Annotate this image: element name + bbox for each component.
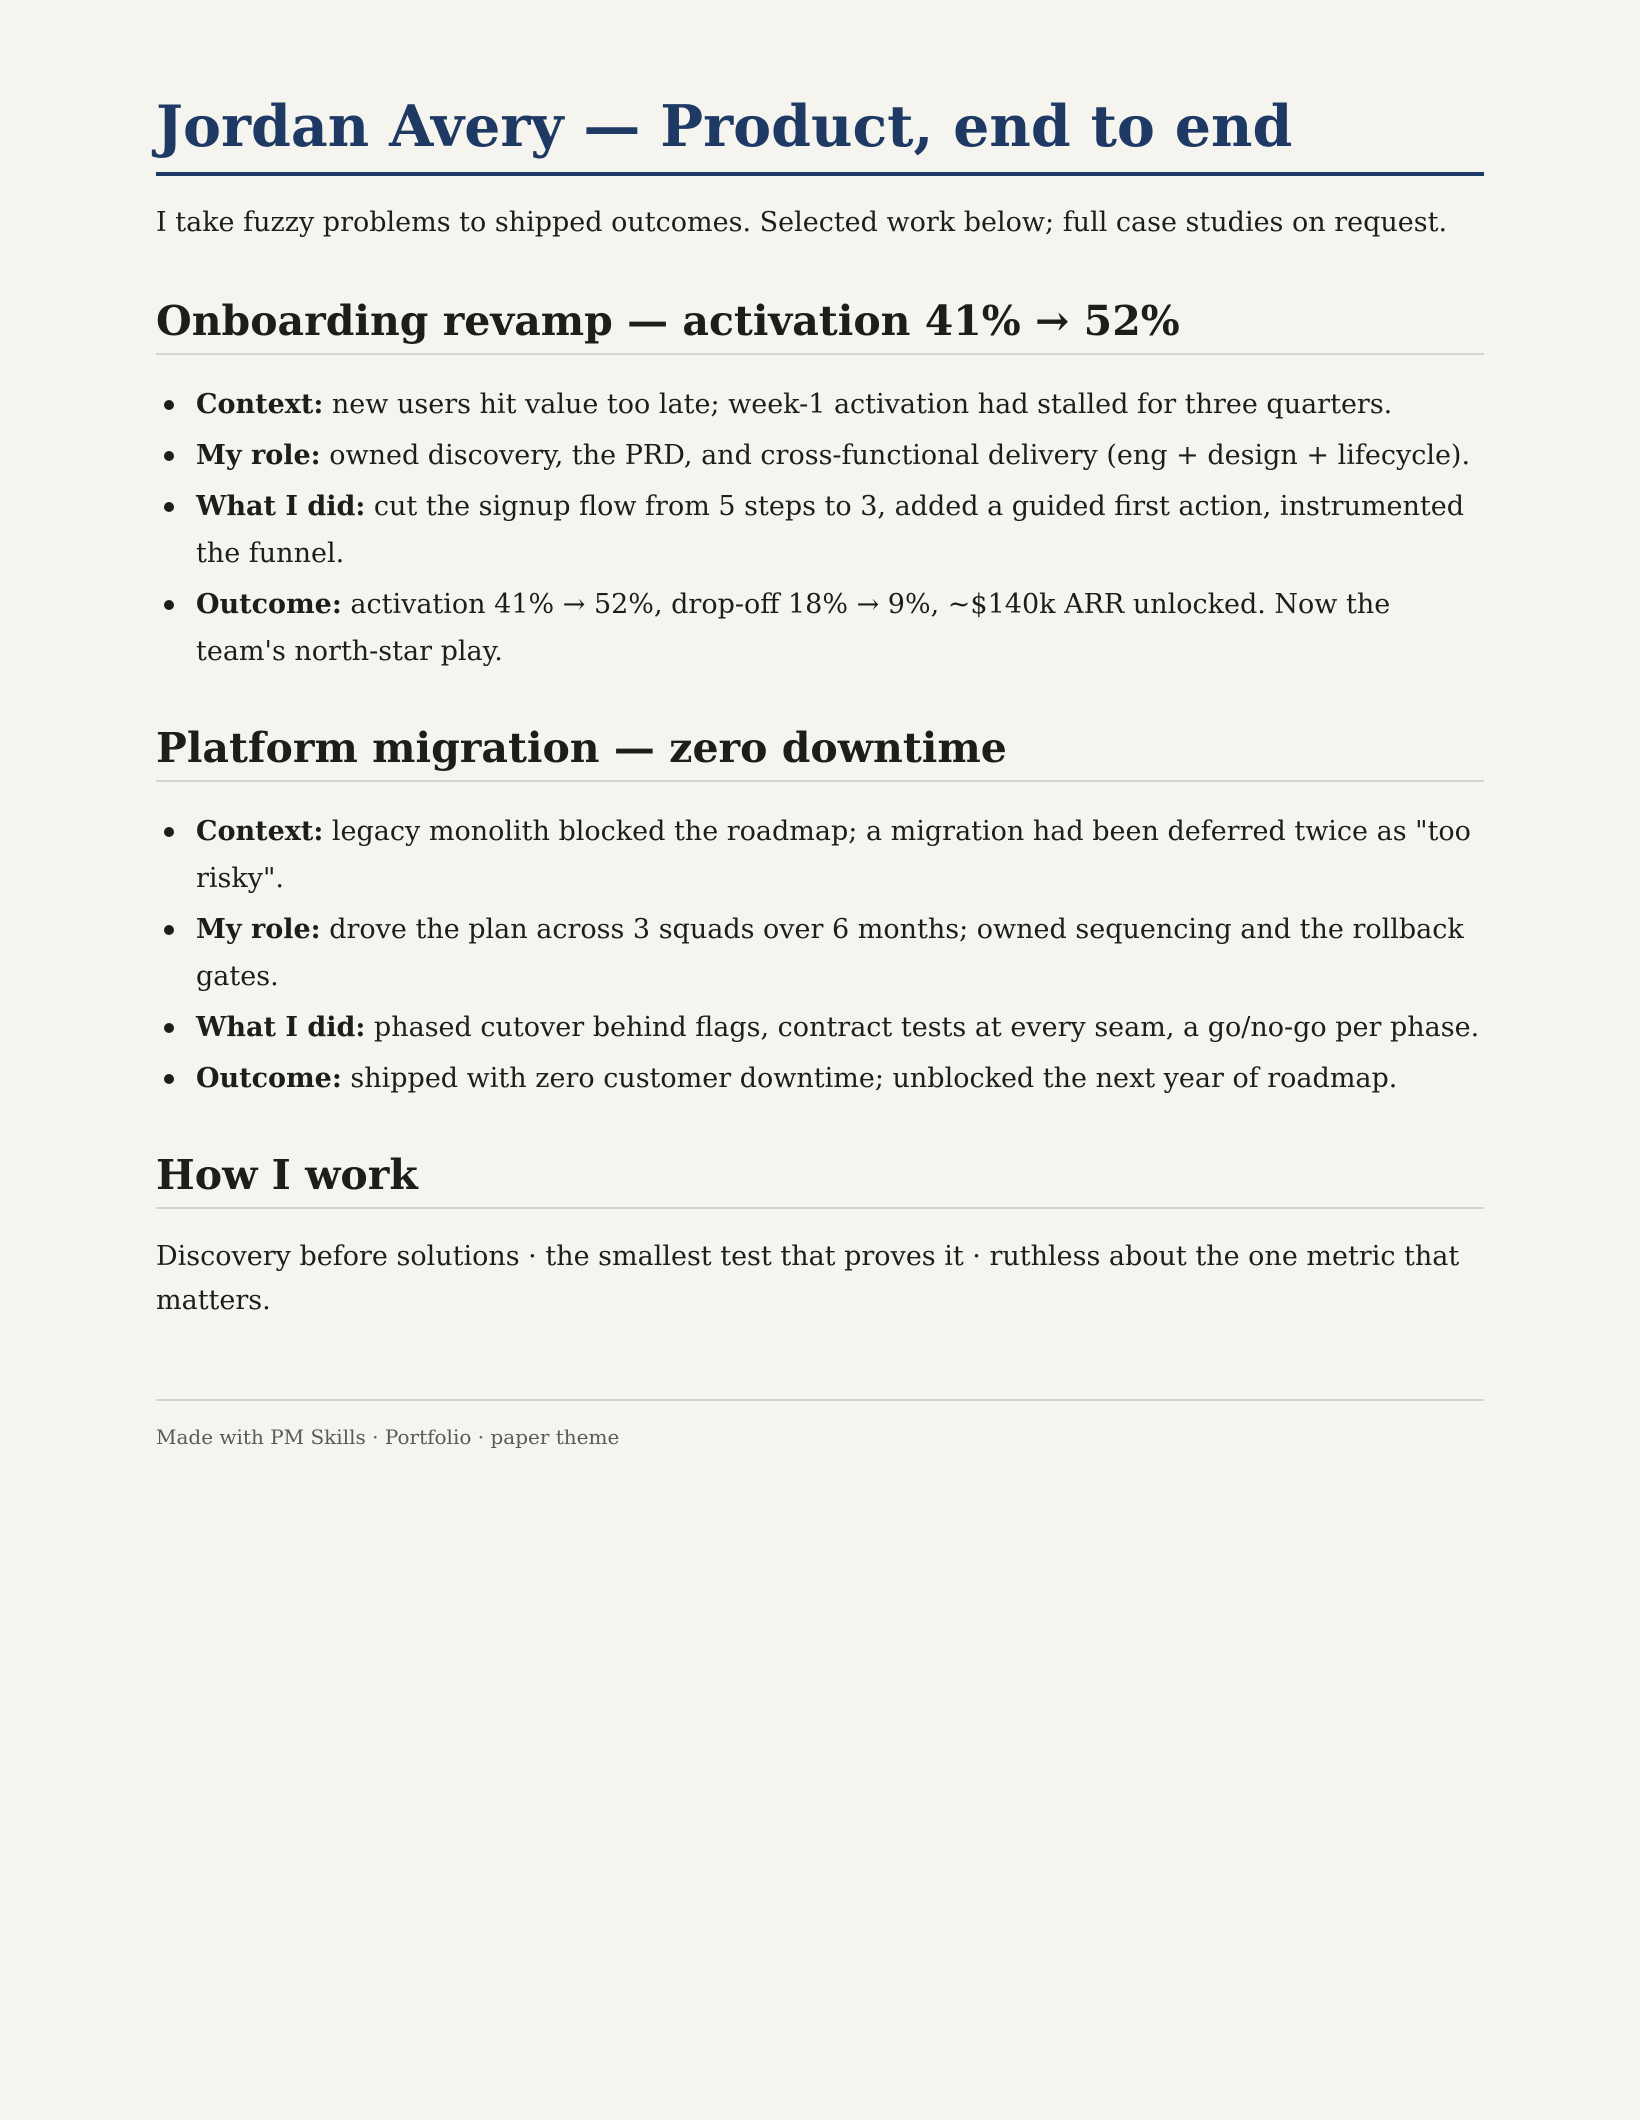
item-text: phased cutover behind flags, contract tests at every seam, a go/no-go per phase. [365,1012,1480,1043]
item-text: new users hit value too late; week-1 activation had stalled for three quarters. [323,389,1393,420]
section-onboarding [156,289,1484,675]
section-heading: Onboarding revamp — activation 41% → 52% [156,289,1484,355]
item-label: My role: [196,914,321,945]
item-text: cut the signup flow from 5 steps to 3, added a guided first action, instrumented the funnel. [196,491,1465,569]
item-text: drove the plan across 3 squads over 6 months; owned sequencing and the rollback gates. [196,914,1464,992]
item-label: Outcome: [196,589,342,620]
section-heading: Platform migration — zero downtime [156,716,1484,782]
item-label: Outcome: [196,1063,342,1094]
section-migration [156,716,1484,1102]
list-item [196,906,1484,1000]
item-text: legacy monolith blocked the roadmap; a migration had been deferred twice as "too risky". [196,816,1471,894]
item-label: Context: [196,816,324,847]
item-text: activation 41% → 52%, drop-off 18% → 9%, ~$140k ARR unlocked. Now the team's north-star play. [196,589,1391,667]
item-label: What I did: [196,1012,366,1043]
item-text: shipped with zero customer downtime; unblocked the next year of roadmap. [341,1063,1398,1094]
item-label: My role: [196,440,321,471]
section-how-i-work [156,1143,1484,1323]
case-study-list [156,381,1484,675]
list-item [196,808,1484,902]
list-item [196,1004,1484,1051]
section-heading: How I work [156,1143,1484,1209]
list-item [196,483,1484,577]
footer: Made with PM Skills · Portfolio · paper theme [156,1399,1484,1451]
how-i-work-text: Discovery before solutions · the smallest test that proves it · ruthless about the one metric that matters. [156,1241,1460,1316]
item-text: owned discovery, the PRD, and cross-functional delivery (eng + design + lifecycle). [320,440,1471,471]
case-study-list [156,808,1484,1102]
item-label: What I did: [196,491,366,522]
portfolio-page [156,0,1484,1451]
list-item [196,1055,1484,1102]
page-title: Jordan Avery — Product, end to end [156,0,1484,176]
list-item [196,581,1484,675]
list-item [196,381,1484,428]
intro-text: I take fuzzy problems to shipped outcomes. Selected work below; full case studies on request. [156,207,1448,238]
item-label: Context: [196,389,324,420]
list-item [196,432,1484,479]
